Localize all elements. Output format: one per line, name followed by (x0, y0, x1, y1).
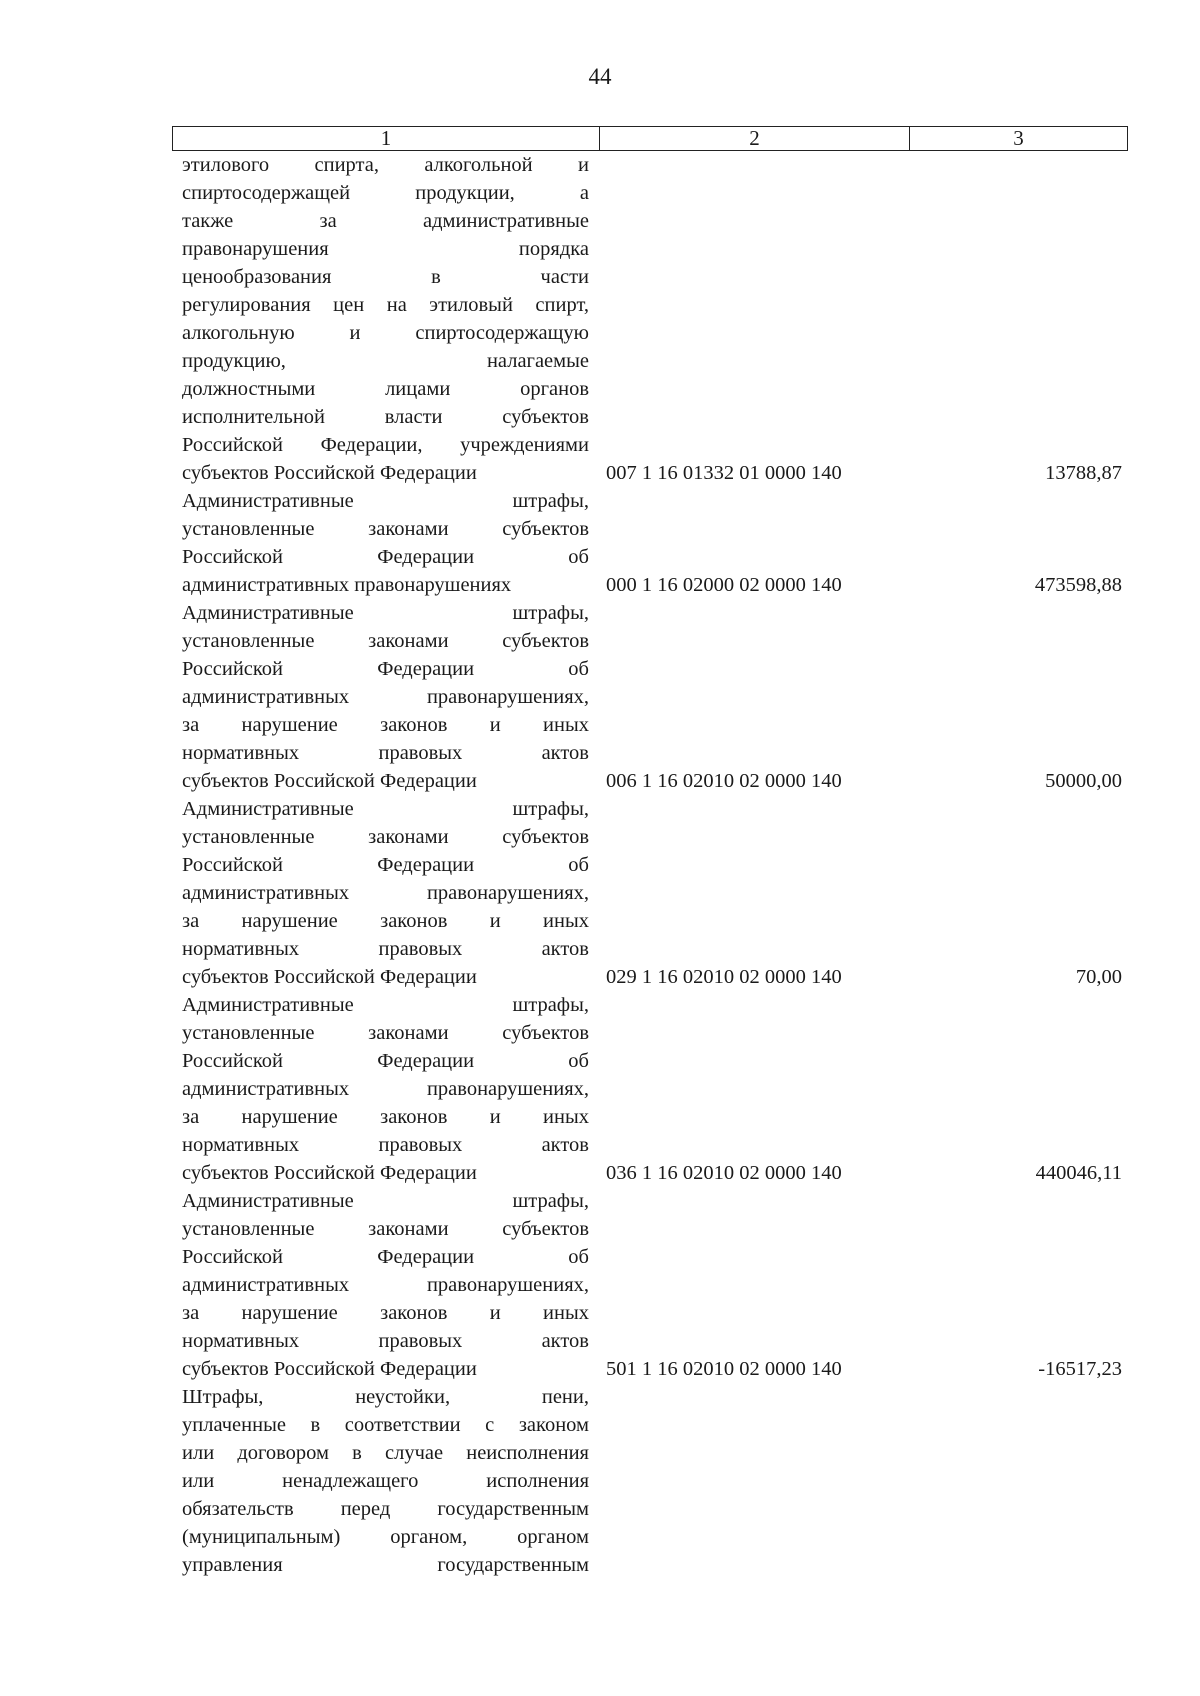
budget-code-cell: 007 1 16 01332 01 0000 140 (606, 462, 842, 484)
page-number: 44 (588, 64, 612, 89)
revenue-name-line: нормативных правовых актов (182, 1134, 589, 1156)
revenue-name-line: Российской Федерации об (182, 658, 589, 680)
revenue-name-line: также за административные (182, 210, 589, 232)
revenue-name-cell (182, 151, 589, 487)
table-row (182, 151, 1122, 487)
revenue-name-line: установленные законами субъектов (182, 1218, 589, 1240)
table-row (182, 487, 1122, 599)
revenue-name-line: субъектов Российской Федерации (182, 462, 477, 484)
revenue-name-line: этилового спирта, алкогольной и (182, 154, 589, 176)
revenue-name-line: ценообразования в части (182, 266, 589, 288)
revenue-name-line: правонарушения порядка (182, 238, 589, 260)
revenue-name-cell (182, 795, 589, 991)
revenue-name-line: Российской Федерации об (182, 546, 589, 568)
revenue-name-line: спиртосодержащей продукции, а (182, 182, 589, 204)
budget-code-cell: 000 1 16 02000 02 0000 140 (606, 574, 842, 596)
table-row (182, 991, 1122, 1187)
revenue-name-line: административных правонарушениях, (182, 1274, 589, 1296)
revenue-name-line: за нарушение законов и иных (182, 714, 589, 736)
revenue-name-line: должностными лицами органов (182, 378, 589, 400)
budget-code-cell: 006 1 16 02010 02 0000 140 (606, 770, 842, 792)
revenue-name-line: управления государственным (182, 1554, 589, 1576)
revenue-name-line: административных правонарушениях (182, 574, 512, 596)
amount-cell: 473598,88 (1034, 574, 1122, 596)
revenue-name-line: нормативных правовых актов (182, 742, 589, 764)
revenue-name-line: алкогольную и спиртосодержащую (182, 322, 589, 344)
amount-cell: -16517,23 (1038, 1358, 1122, 1380)
revenue-name-line: или ненадлежащего исполнения (182, 1470, 589, 1492)
revenue-name-line: Российской Федерации об (182, 1050, 589, 1072)
revenue-name-line: субъектов Российской Федерации (182, 966, 477, 988)
table-row (182, 599, 1122, 795)
header-col-2: 2 (600, 127, 910, 150)
revenue-name-line: за нарушение законов и иных (182, 910, 589, 932)
revenue-name-line: административных правонарушениях, (182, 882, 589, 904)
revenue-name-cell (182, 1383, 589, 1579)
budget-code-cell: 501 1 16 02010 02 0000 140 (606, 1358, 842, 1380)
revenue-name-line: за нарушение законов и иных (182, 1106, 589, 1128)
revenue-name-line: Штрафы, неустойки, пени, (182, 1386, 589, 1408)
header-col-3: 3 (1013, 126, 1024, 150)
revenue-name-line: регулирования цен на этиловый спирт, (182, 294, 589, 316)
revenue-name-line: уплаченные в соответствии с законом (182, 1414, 589, 1436)
revenue-name-cell (182, 991, 589, 1187)
revenue-name-line: установленные законами субъектов (182, 518, 589, 540)
revenue-name-line: (муниципальным) органом, органом (182, 1526, 589, 1548)
revenue-name-line: субъектов Российской Федерации (182, 1358, 477, 1380)
revenue-name-line: Административные штрафы, (182, 798, 589, 820)
revenue-name-line: Российской Федерации об (182, 1246, 589, 1268)
revenue-name-cell (182, 599, 589, 795)
revenue-name-line: продукцию, налагаемые (182, 350, 589, 372)
revenue-name-line: субъектов Российской Федерации (182, 770, 477, 792)
revenue-name-line: за нарушение законов и иных (182, 1302, 589, 1324)
revenue-name-line: установленные законами субъектов (182, 630, 589, 652)
revenue-name-line: установленные законами субъектов (182, 826, 589, 848)
revenue-name-line: Административные штрафы, (182, 1190, 589, 1212)
budget-code-cell: 036 1 16 02010 02 0000 140 (606, 1162, 842, 1184)
revenue-name-line: административных правонарушениях, (182, 686, 589, 708)
revenue-name-line: установленные законами субъектов (182, 1022, 589, 1044)
amount-cell: 50000,00 (1045, 770, 1122, 792)
table-row (182, 1187, 1122, 1383)
revenue-name-line: нормативных правовых актов (182, 938, 589, 960)
amount-cell: 70,00 (1075, 966, 1122, 988)
revenue-name-line: обязательств перед государственным (182, 1498, 589, 1520)
revenue-name-line: Административные штрафы, (182, 994, 589, 1016)
revenue-name-line: субъектов Российской Федерации (182, 1162, 477, 1184)
revenue-name-line: или договором в случае неисполнения (182, 1442, 589, 1464)
table-row (182, 1383, 1122, 1579)
revenue-name-cell (182, 1187, 589, 1383)
revenue-name-line: нормативных правовых актов (182, 1330, 589, 1352)
revenue-name-line: Российской Федерации об (182, 854, 589, 876)
amount-cell: 13788,87 (1045, 462, 1122, 484)
header-col-1: 1 (173, 127, 600, 150)
budget-code-cell: 029 1 16 02010 02 0000 140 (606, 966, 842, 988)
amount-cell: 440046,11 (1035, 1162, 1122, 1184)
table-header (172, 126, 1128, 151)
table-row (182, 795, 1122, 991)
revenue-name-line: Административные штрафы, (182, 602, 589, 624)
revenue-name-line: исполнительной власти субъектов (182, 406, 589, 428)
revenue-name-line: Административные штрафы, (182, 490, 589, 512)
table-body (182, 151, 1122, 1579)
revenue-name-cell (182, 487, 589, 599)
revenue-name-line: Российской Федерации, учреждениями (182, 434, 589, 456)
revenue-name-line: административных правонарушениях, (182, 1078, 589, 1100)
